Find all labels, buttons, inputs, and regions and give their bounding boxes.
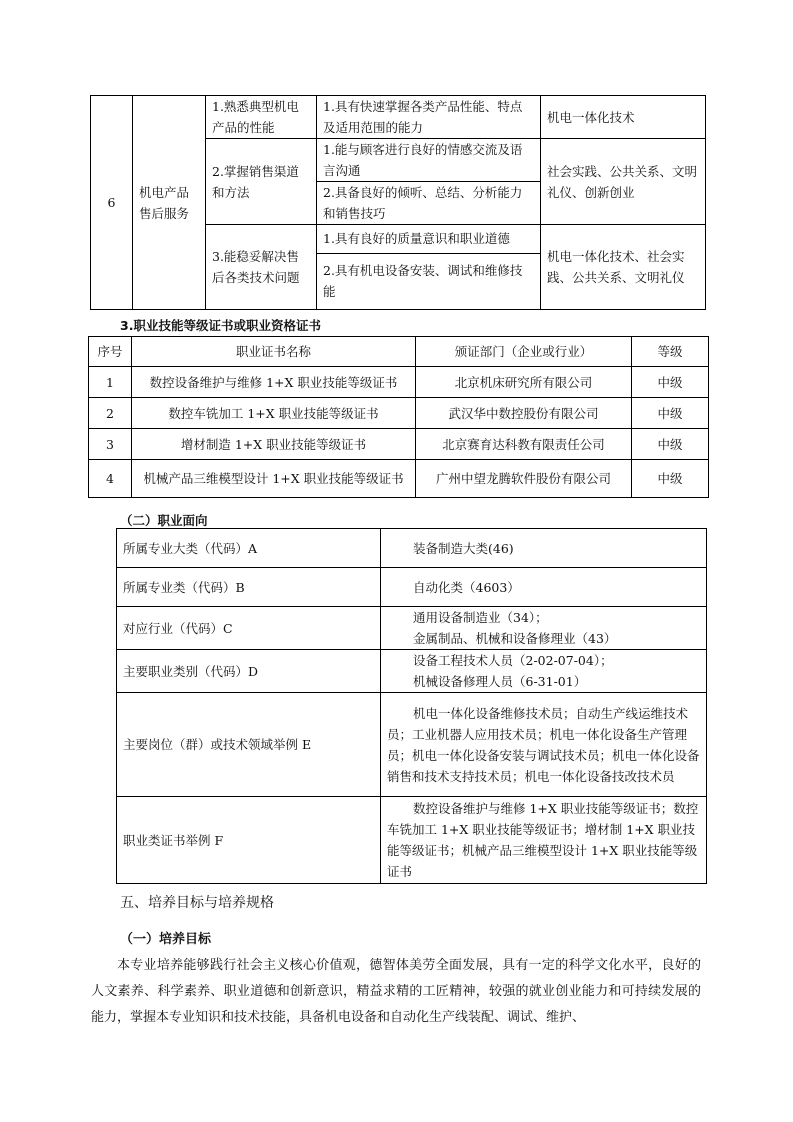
- cert-header-no: 序号: [89, 337, 132, 367]
- cert-issuer: 广州中望龙腾软件股份有限公司: [416, 460, 632, 498]
- career-label: 所属专业类（代码）B: [117, 568, 381, 607]
- career-label: 所属专业大类（代码）A: [117, 529, 381, 568]
- career-label: 主要职业类别（代码）D: [117, 650, 381, 693]
- goal-heading: （一）培养目标: [120, 932, 212, 947]
- table-row: [89, 367, 709, 398]
- ability-1-1: 1.具有快速掌握各类产品性能、特点及适用范围的能力: [317, 96, 541, 139]
- cert-level: 中级: [632, 460, 709, 498]
- cert-level: 中级: [632, 367, 709, 398]
- task-3: 3.能稳妥解决售后各类技术问题: [206, 225, 317, 310]
- ability-2-1: 1.能与顾客进行良好的情感交流及语言沟通: [323, 142, 523, 178]
- career-value: 数控设备维护与维修 1+X 职业技能等级证书；数控车铣加工 1+X 职业技能等级证书；增材制 1+X 职业技能等级证书；机械产品三维模型设计 1+X 职业技能等级证书: [381, 797, 707, 884]
- cert-no: 3: [89, 429, 132, 460]
- cert-issuer: 北京赛育达科教有限责任公司: [416, 429, 632, 460]
- course-1: 机电一体化技术: [541, 96, 706, 139]
- section-heading: 五、培养目标与培养规格: [120, 895, 274, 911]
- table-row: [89, 460, 709, 498]
- career-table: [116, 528, 707, 884]
- cert-name: 数控设备维护与维修 1+X 职业技能等级证书: [132, 367, 416, 398]
- table-row: [89, 429, 709, 460]
- work-area: 机电产品售后服务: [133, 96, 206, 310]
- career-value: 自动化类（4603）: [381, 568, 707, 607]
- cert-table: [88, 336, 709, 498]
- task-1: 1.熟悉典型机电产品的性能: [206, 96, 317, 139]
- cert-no: 2: [89, 398, 132, 429]
- career-value: 机电一体化设备维修技术员；自动生产线运维技术员；工业机器人应用技术员；机电一体化设备生产管理员；机电一体化设备安装与调试技术员；机电一体化设备销售和技术支持技术员；机电一体化设备技改技术员: [381, 693, 707, 797]
- cert-name: 增材制造 1+X 职业技能等级证书: [132, 429, 416, 460]
- career-label: 主要岗位（群）或技术领域举例 E: [117, 693, 381, 797]
- ability-3-1: 1.具有良好的质量意识和职业道德: [323, 231, 510, 247]
- career-value: 装备制造大类(46): [381, 529, 707, 568]
- course-2: 社会实践、公共关系、文明礼仪、创新创业: [541, 139, 706, 225]
- cert-level: 中级: [632, 398, 709, 429]
- career-heading: （二）职业面向: [120, 513, 208, 528]
- career-value: 通用设备制造业（34）； 金属制品、机械和设备修理业（43）: [381, 607, 707, 650]
- task-2: 2.掌握销售渠道和方法: [206, 139, 317, 225]
- cert-name: 机械产品三维模型设计 1+X 职业技能等级证书: [132, 460, 416, 498]
- cert-issuer: 北京机床研究所有限公司: [416, 367, 632, 398]
- ability-2-2: 2.具备良好的倾听、总结、分析能力和销售技巧: [317, 182, 540, 225]
- cert-no: 1: [89, 367, 132, 398]
- table-row: [89, 398, 709, 429]
- row-number: 6: [91, 96, 133, 310]
- career-label: 对应行业（代码）C: [117, 607, 381, 650]
- cert-heading: 3.职业技能等级证书或职业资格证书: [120, 318, 321, 333]
- cert-name: 数控车铣加工 1+X 职业技能等级证书: [132, 398, 416, 429]
- course-3: 机电一体化技术、社会实践、公共关系、文明礼仪: [541, 225, 706, 310]
- career-label: 职业类证书举例 F: [117, 797, 381, 884]
- cert-no: 4: [89, 460, 132, 498]
- cert-header-name: 职业证书名称: [132, 337, 416, 367]
- task-table: [90, 95, 706, 310]
- cert-header-level: 等级: [632, 337, 709, 367]
- cert-issuer: 武汉华中数控股份有限公司: [416, 398, 632, 429]
- career-value: 设备工程技术人员（2-02-07-04）； 机械设备修理人员（6-31-01）: [381, 650, 707, 693]
- cert-header-issuer: 颁证部门（企业或行业）: [416, 337, 632, 367]
- ability-3-2: 2.具有机电设备安装、调试和维修技能: [317, 253, 540, 309]
- cert-level: 中级: [632, 429, 709, 460]
- goal-paragraph: 本专业培养能够践行社会主义核心价值观，德智体美劳全面发展，具有一定的科学文化水平，良好的人文素养、科学素养、职业道德和创新意识，精益求精的工匠精神，较强的就业创业能力和可持续发展的能力，掌握本专业知识和技术技能，具备机电设备和自动化生产线装配、调试、维护、: [91, 958, 701, 1025]
